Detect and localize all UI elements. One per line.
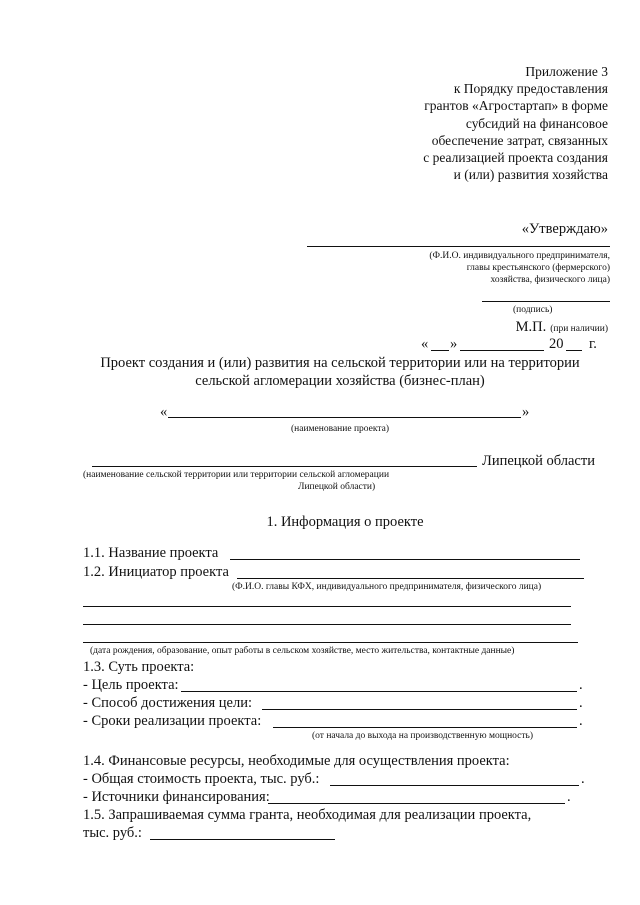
appendix-line: к Порядку предоставления <box>453 81 608 97</box>
project-name-caption: (наименование проекта) <box>291 424 390 434</box>
terms-field-line[interactable] <box>273 727 577 728</box>
fio-caption-1: (Ф.И.О. индивидуального предпринимателя, <box>429 251 610 261</box>
appendix-line: и (или) развития хозяйства <box>453 167 608 183</box>
total-cost-field-line[interactable] <box>330 785 579 786</box>
appendix-header <box>423 63 608 183</box>
total-cost-period: . <box>581 771 585 787</box>
date-year-prefix: 20 <box>549 336 564 352</box>
total-cost-label: - Общая стоимость проекта, тыс. руб.: <box>83 771 320 787</box>
project-name-open-quote: « <box>160 404 168 420</box>
project-name-line[interactable] <box>168 417 521 418</box>
appendix-line: грантов «Агростартап» в форме <box>424 98 608 114</box>
terms-caption: (от начала до выхода на производственную мощность) <box>312 731 534 741</box>
signature-caption: (подпись) <box>513 305 553 315</box>
date-open-quote: « <box>421 336 429 352</box>
appendix-line: Приложение 3 <box>525 64 608 79</box>
sources-label: - Источники финансирования: <box>83 789 270 805</box>
stamp-block <box>516 318 608 336</box>
method-label: - Способ достижения цели: <box>83 695 253 711</box>
goal-label: - Цель проекта: <box>83 677 179 693</box>
goal-field-line[interactable] <box>181 691 577 692</box>
initiator-extra-line-2[interactable] <box>83 624 571 625</box>
date-close-quote: » <box>450 336 458 352</box>
project-name-close-quote: » <box>522 404 530 420</box>
item-1-1-label: 1.1. Название проекта <box>83 545 219 561</box>
initiator-caption: (Ф.И.О. главы КФХ, индивидуального предпринимателя, физического лица) <box>232 582 542 592</box>
date-year-suffix: г. <box>589 336 597 352</box>
item-1-4-label: 1.4. Финансовые ресурсы, необходимые для осуществления проекта: <box>83 753 510 769</box>
approval-title: «Утверждаю» <box>521 221 608 237</box>
item-1-2-label: 1.2. Инициатор проекта <box>83 564 229 580</box>
terms-label: - Сроки реализации проекта: <box>83 713 262 729</box>
grant-amount-field-line[interactable] <box>150 839 335 840</box>
stamp-note: (при наличии) <box>550 324 608 334</box>
initiator-field-line[interactable] <box>237 578 584 579</box>
territory-line[interactable] <box>92 466 477 467</box>
date-month-line[interactable] <box>460 350 544 351</box>
method-field-line[interactable] <box>262 709 577 710</box>
item-1-5-label-line-1: 1.5. Запрашиваемая сумма гранта, необходимая для реализации проекта, <box>83 807 532 823</box>
date-day-line[interactable] <box>431 350 449 351</box>
initiator-details-caption: (дата рождения, образование, опыт работы в сельском хозяйстве, место жительства, контактные данные) <box>90 646 515 656</box>
section-heading: 1. Информация о проекте <box>266 514 424 530</box>
appendix-line: с реализацией проекта создания <box>423 150 608 166</box>
project-title-line-2: сельской агломерации хозяйства (бизнес-план) <box>195 373 485 389</box>
project-title-line-1: Проект создания и (или) развития на сельской территории или на территории <box>100 355 580 371</box>
fio-caption-3: хозяйства, физического лица) <box>490 275 610 285</box>
item-1-5-label-line-2: тыс. руб.: <box>83 825 142 841</box>
territory-caption-1: (наименование сельской территории или территории сельской агломерации <box>83 470 390 480</box>
territory-region: Липецкой области <box>482 453 595 469</box>
territory-caption-2: Липецкой области) <box>298 482 376 492</box>
sources-field-line[interactable] <box>268 803 565 804</box>
fio-line[interactable] <box>307 246 610 247</box>
sources-period: . <box>567 789 571 805</box>
signature-line[interactable] <box>482 301 610 302</box>
appendix-line: субсидий на финансовое <box>465 115 608 131</box>
initiator-extra-line-1[interactable] <box>83 606 571 607</box>
method-period: . <box>579 695 583 711</box>
item-1-3-label: 1.3. Суть проекта: <box>83 659 195 675</box>
appendix-line: обеспечение затрат, связанных <box>431 132 608 148</box>
stamp-label: М.П. <box>515 319 547 335</box>
goal-period: . <box>579 677 583 693</box>
terms-period: . <box>579 713 583 729</box>
date-year-line[interactable] <box>566 350 582 351</box>
fio-caption-2: главы крестьянского (фермерского) <box>466 263 610 273</box>
initiator-extra-line-3[interactable] <box>83 642 578 643</box>
project-title-field-line[interactable] <box>230 559 580 560</box>
